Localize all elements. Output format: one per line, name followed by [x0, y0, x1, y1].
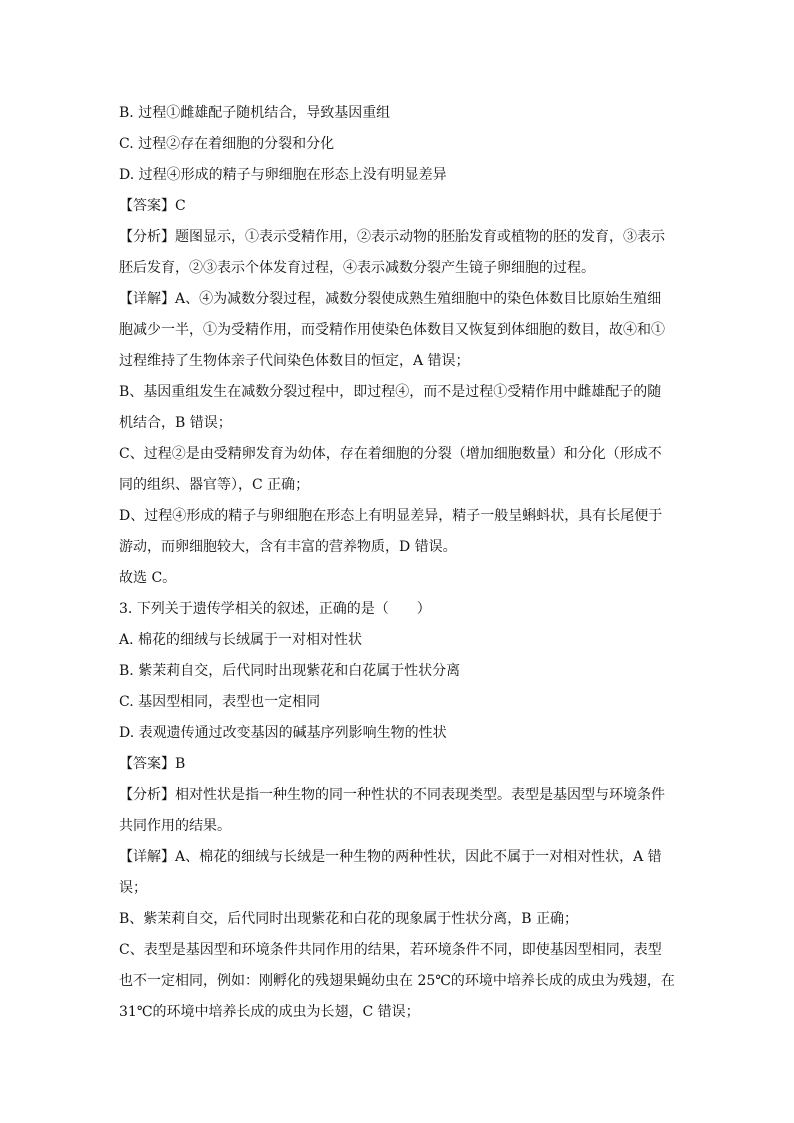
option-d-line: D. 表观遗传通过改变基因的碱基序列影响生物的性状	[119, 725, 447, 741]
explanation-line: 同的组织、器官等），C 正确；	[119, 477, 310, 493]
explanation-line: 【详解】A、棉花的细绒与长绒是一种生物的两种性状，因此不属于一对相对性状，A 错	[119, 849, 662, 865]
explanation-line: C、过程②是由受精卵发育为幼体，存在着细胞的分裂（增加细胞数量）和分化（形成不	[119, 446, 662, 462]
option-c-line: C. 过程②存在着细胞的分裂和分化	[119, 136, 335, 152]
explanation-line: 游动，而卵细胞较大，含有丰富的营养物质，D 错误。	[119, 539, 457, 555]
conclusion-line: 故选 C。	[119, 570, 177, 586]
explanation-line: 31℃的环境中培养长成的成虫为长翅，C 错误；	[119, 1004, 420, 1020]
question-stem: 3. 下列关于遗传学相关的叙述，正确的是（ ）	[119, 601, 431, 617]
analysis-line: 胚后发育，②③表示个体发育过程，④表示减数分裂产生镜子卵细胞的过程。	[119, 260, 595, 276]
option-b-line: B. 过程①雌雄配子随机结合，导致基因重组	[119, 105, 391, 121]
explanation-line: C、表型是基因型和环境条件共同作用的结果，若环境条件不同，即使基因型相同，表型	[119, 942, 662, 958]
explanation-line: 误；	[119, 880, 147, 896]
analysis-line: 【分析】相对性状是指一种生物的同一种性状的不同表现类型。表型是基因型与环境条件	[119, 787, 665, 803]
explanation-line: 胞减少一半，①为受精作用，而受精作用使染色体数目又恢复到体细胞的数目，故④和①	[119, 322, 665, 338]
option-a-line: A. 棉花的细绒与长绒属于一对相对性状	[119, 632, 363, 648]
option-c-line: C. 基因型相同，表型也一定相同	[119, 694, 321, 710]
analysis-line: 共同作用的结果。	[119, 818, 231, 834]
explanation-line: 过程维持了生物体亲子代间染色体数目的恒定，A 错误；	[119, 353, 470, 369]
option-b-line: B. 紫茉莉自交，后代同时出现紫花和白花属于性状分离	[119, 663, 461, 679]
analysis-line: 【分析】题图显示，①表示受精作用，②表示动物的胚胎发育或植物的胚的发育，③表示	[119, 229, 665, 245]
explanation-line: B、紫茉莉自交，后代同时出现紫花和白花的现象属于性状分离，B 正确；	[119, 911, 579, 927]
explanation-line: 机结合，B 错误；	[119, 415, 232, 431]
option-d-line: D. 过程④形成的精子与卵细胞在形态上没有明显差异	[119, 167, 447, 183]
explanation-line: D、过程④形成的精子与卵细胞在形态上有明显差异，精子一般呈蝌蚪状，具有长尾便于	[119, 508, 663, 524]
answer-line: 【答案】C	[119, 198, 186, 214]
explanation-line: 也不一定相同，例如：刚孵化的残翅果蝇幼虫在 25℃的环境中培养长成的成虫为残翅，在	[119, 973, 675, 989]
answer-line: 【答案】B	[119, 756, 186, 772]
explanation-line: B、基因重组发生在减数分裂过程中，即过程④，而不是过程①受精作用中雌雄配子的随	[119, 384, 662, 400]
explanation-line: 【详解】A、④为减数分裂过程，减数分裂使成熟生殖细胞中的染色体数目比原始生殖细	[119, 291, 662, 307]
